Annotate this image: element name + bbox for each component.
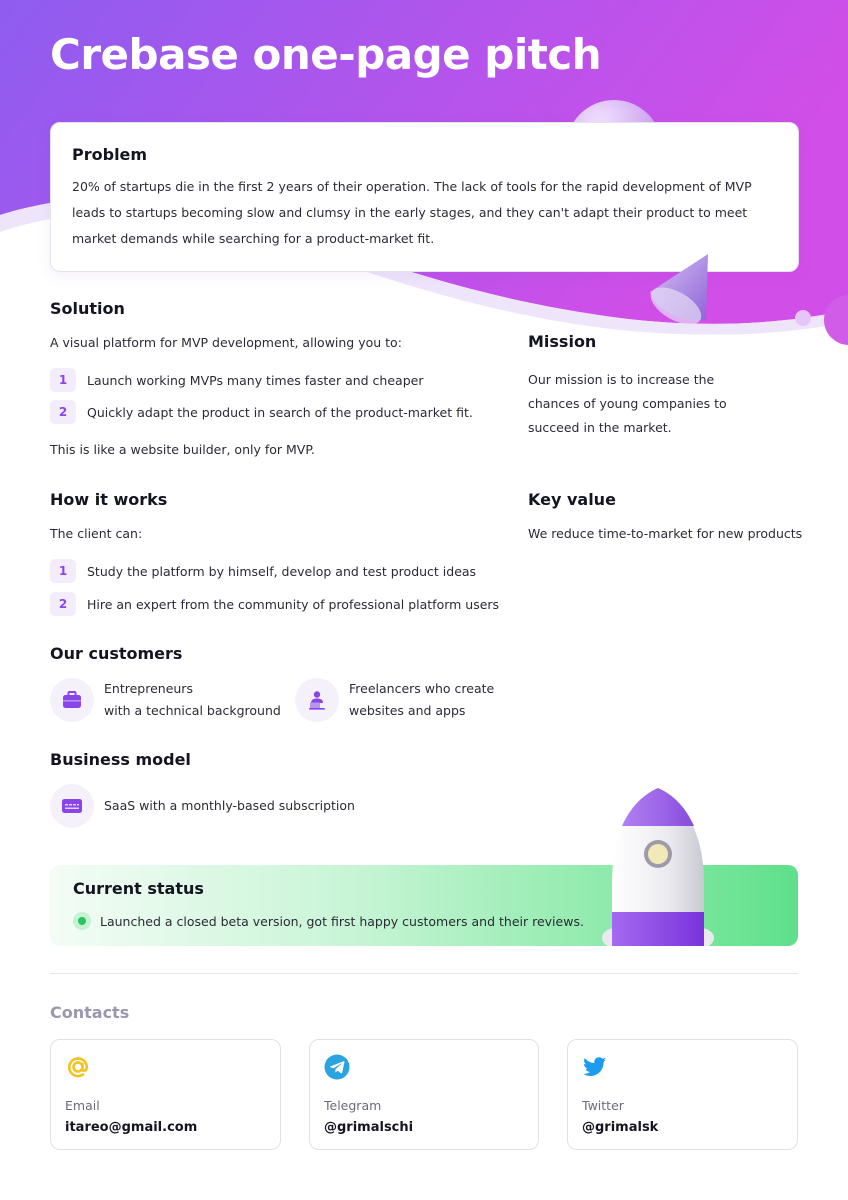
how-it-works-item-text: Hire an expert from the community of professional platform users <box>87 596 500 612</box>
customer-line1: Freelancers who create <box>349 681 495 696</box>
solution-outro: This is like a website builder, only for MVP. <box>50 442 315 457</box>
solution-item-text: Quickly adapt the product in search of the product-market fit. <box>87 404 473 420</box>
mission-text: Our mission is to increase the chances of young companies to succeed in the market. <box>528 372 727 435</box>
contact-label: Email <box>65 1098 100 1113</box>
key-value-text: We reduce time-to-market for new products <box>528 526 803 541</box>
solution-item <box>50 400 473 424</box>
number-badge: 1 <box>50 559 76 583</box>
twitter-icon <box>582 1054 608 1080</box>
contact-card-twitter[interactable] <box>567 1039 798 1150</box>
solution-item-text: Launch working MVPs many times faster and cheaper <box>87 372 424 388</box>
business-model-text: SaaS with a monthly-based subscription <box>104 798 355 813</box>
rocket-illustration <box>596 786 722 946</box>
customer-line2: websites and apps <box>349 703 466 718</box>
decorative-cone <box>640 248 720 328</box>
how-it-works-item <box>50 559 476 583</box>
number-badge: 2 <box>50 592 76 616</box>
customer-item <box>295 678 494 722</box>
how-it-works-item <box>50 592 499 616</box>
contact-card-email[interactable] <box>50 1039 281 1150</box>
contact-value[interactable]: @grimalsk <box>582 1120 659 1135</box>
status-text: Launched a closed beta version, got first happy customers and their reviews. <box>100 913 584 929</box>
solution-title: Solution <box>50 299 125 318</box>
page-title: Crebase one-page pitch <box>50 30 602 79</box>
problem-title: Problem <box>72 145 148 164</box>
problem-text: 20% of startups die in the first 2 years of their operation. The lack of tools for the rapid development of MVP leads to startups becoming slow and clumsy in the early stages, and they can't adapt their product to meet market demands while searching for a product-market fit. <box>72 179 752 246</box>
number-badge: 2 <box>50 400 76 424</box>
person-laptop-icon <box>295 678 339 722</box>
telegram-icon <box>324 1054 350 1080</box>
decorative-dot-small <box>795 310 811 326</box>
solution-item <box>50 368 423 392</box>
number-badge: 1 <box>50 368 76 392</box>
status-title: Current status <box>73 879 204 898</box>
customer-item <box>50 678 281 722</box>
contact-label: Telegram <box>324 1098 382 1113</box>
status-dot-icon <box>73 912 91 930</box>
briefcase-icon <box>50 678 94 722</box>
how-it-works-intro: The client can: <box>50 526 143 541</box>
credit-card-icon <box>50 784 94 828</box>
contact-card-telegram[interactable] <box>309 1039 539 1150</box>
solution-intro: A visual platform for MVP development, allowing you to: <box>50 335 402 350</box>
mission-title: Mission <box>528 332 597 351</box>
business-model-title: Business model <box>50 750 191 769</box>
customer-line2: with a technical background <box>104 703 281 718</box>
key-value-title: Key value <box>528 490 616 509</box>
customer-line1: Entrepreneurs <box>104 681 193 696</box>
contacts-title: Contacts <box>50 1003 130 1022</box>
customers-title: Our customers <box>50 644 183 663</box>
at-sign-icon <box>65 1054 91 1080</box>
how-it-works-title: How it works <box>50 490 168 509</box>
contact-label: Twitter <box>582 1098 624 1113</box>
how-it-works-item-text: Study the platform by himself, develop and test product ideas <box>87 563 477 579</box>
contact-value[interactable]: @grimalschi <box>324 1120 414 1135</box>
contact-value[interactable]: itareo@gmail.com <box>65 1120 198 1135</box>
business-model-item <box>50 784 355 828</box>
divider <box>50 973 798 974</box>
